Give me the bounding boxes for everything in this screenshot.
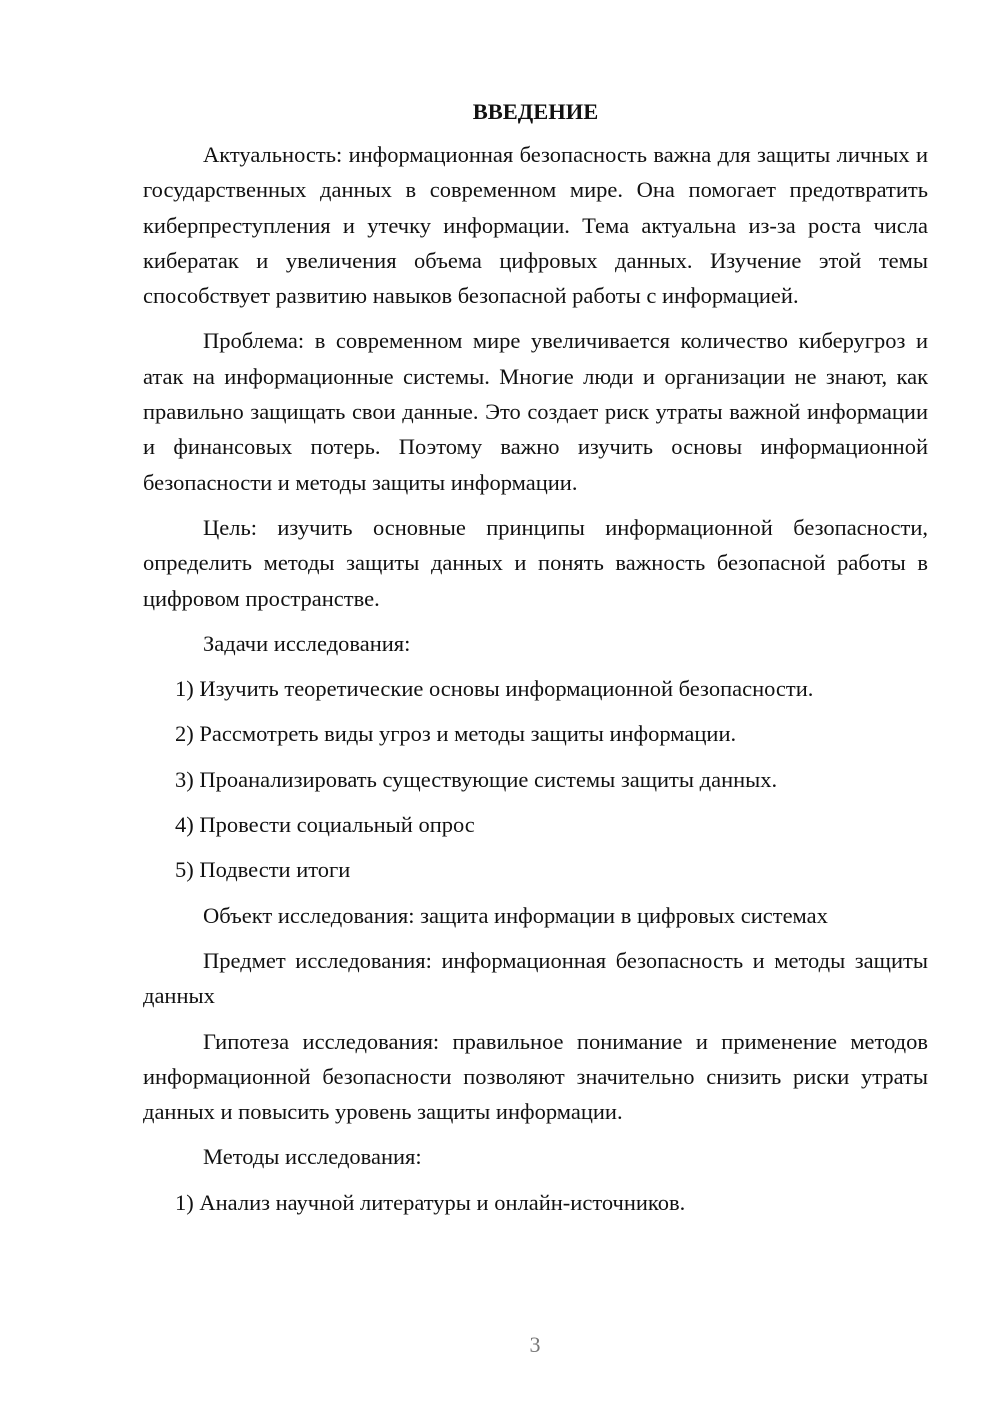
methods-list — [143, 1185, 928, 1220]
list-item: 1) Изучить теоретические основы информационной безопасности. — [175, 676, 814, 702]
list-item: 1) Анализ научной литературы и онлайн-источников. — [175, 1189, 686, 1215]
methods-label: Методы исследования: — [203, 1144, 422, 1170]
paragraph-hypothesis: Гипотеза исследования: правильное понимание и применение методов информационной безопасности позволяют значительно снизить риски утраты данных и повысить уровень защиты информации. — [143, 1028, 928, 1125]
list-item: 5) Подвести итоги — [175, 857, 351, 883]
paragraph-goal: Цель: изучить основные принципы информационной безопасности, определить методы защиты данных и понять важность безопасной работы в цифровом пространстве. — [143, 514, 928, 611]
paragraph-relevance: Актуальность: информационная безопасность важна для защиты личных и государственных данных в современном мире. Она помогает предотвратить киберпреступления и утечку информации. Тема актуальна из-за роста числа кибератак и увеличения объема цифровых данных. Изучение этой темы способствует развитию навыков безопасной работы с информацией. — [143, 142, 928, 309]
paragraph-object: Объект исследования: защита информации в цифровых системах — [203, 902, 828, 928]
paragraph-subject: Предмет исследования: информационная безопасность и методы защиты данных — [143, 947, 928, 1009]
page-number: 3 — [529, 1332, 541, 1357]
tasks-list — [143, 671, 928, 887]
section-heading: ВВЕДЕНИЕ — [472, 99, 599, 124]
list-item: 4) Провести социальный опрос — [175, 812, 475, 838]
list-item: 3) Проанализировать существующие системы защиты данных. — [175, 766, 778, 792]
list-item: 2) Рассмотреть виды угроз и методы защиты информации. — [175, 721, 737, 747]
tasks-label: Задачи исследования: — [203, 630, 411, 656]
paragraph-problem: Проблема: в современном мире увеличивается количество киберугроз и атак на информационные системы. Многие люди и организации не знают, как правильно защищать свои данные. Это создает риск утраты важной информации и финансовых потерь. Поэтому важно изучить основы информационной безопасности и методы защиты информации. — [143, 328, 928, 495]
page-content — [143, 94, 928, 1230]
